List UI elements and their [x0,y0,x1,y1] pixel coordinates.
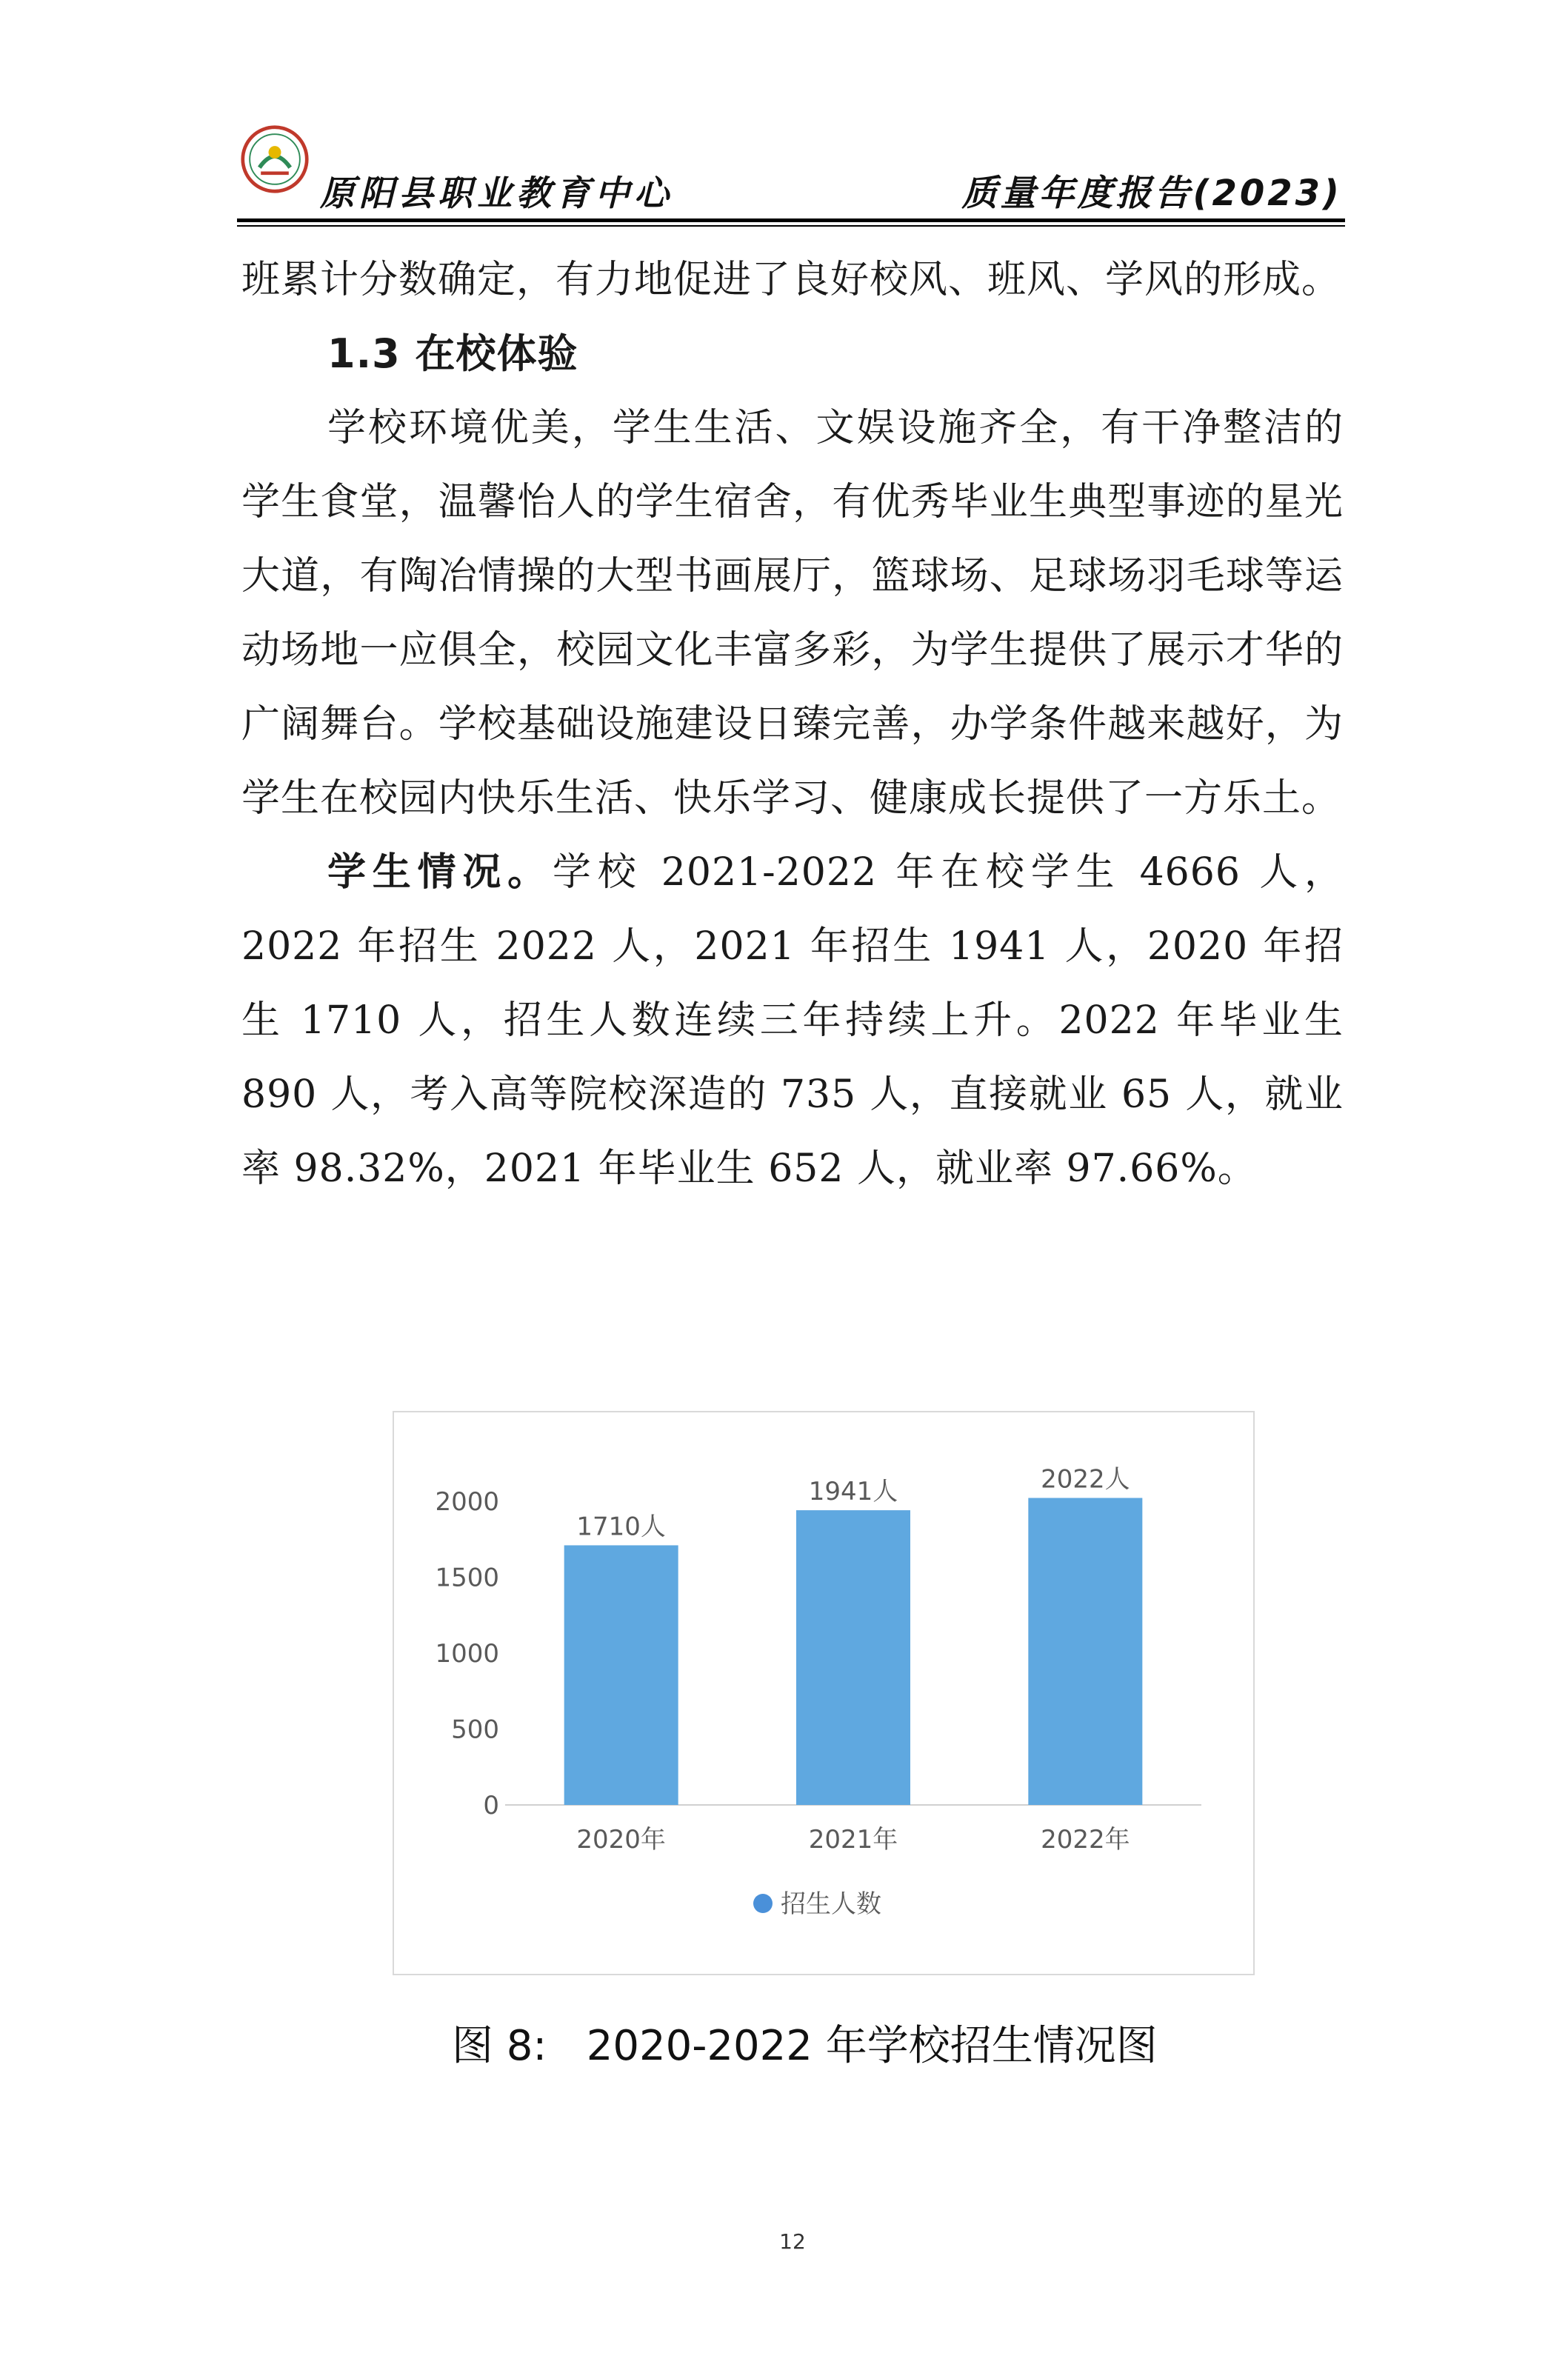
paragraph-students [241,835,1344,1206]
school-name: 原阳县职业教育中心 [320,173,673,214]
report-title: 质量年度报告(2023) [961,173,1342,214]
bar-data-label: 2022人 [1041,1464,1130,1495]
y-tick-label: 1000 [435,1639,499,1669]
bar [796,1510,910,1805]
legend-label: 招生人数 [781,1889,881,1919]
y-tick-label: 1500 [435,1563,499,1593]
body-text [241,243,1344,1206]
enrollment-chart [393,1411,1255,1975]
paragraph-continued: 班累计分数确定，有力地促进了良好校风、班风、学风的形成。 [241,258,1341,302]
figure-caption: 图 8: 2020-2022 年学校招生情况图 [452,2022,1158,2070]
y-tick-label: 2000 [435,1487,499,1517]
school-logo-icon [240,124,310,194]
page-header [237,117,1345,221]
section-heading: 1.3 在校体验 [327,330,578,377]
enrollment-chart-svg [394,1412,1253,1974]
bar [564,1545,678,1805]
x-tick-label: 2021年 [808,1825,898,1855]
students-text: 学校 2021-2022 年在校学生 4666 人，2022 年招生 2022 人，2021 年招生 1941 人，2020 年招生 1710 人，招生人数连续三年持续上升。2022 年毕业生 890 人，考入高等院校深造的 735 人，直接就业 65 人，就业率 98.32%，2021 年毕业生 652 人，就业率 97.66%。 [241,850,1344,1191]
y-axis [435,1487,499,1820]
x-tick-label: 2022年 [1041,1825,1130,1855]
y-tick-label: 0 [483,1791,499,1820]
paragraph-environment: 学校环境优美，学生生活、文娱设施齐全，有干净整洁的学生食堂，温馨怡人的学生宿舍，有优秀毕业生典型事迹的星光大道，有陶冶情操的大型书画展厅，篮球场、足球场羽毛球等运动场地一应俱全，校园文化丰富多彩，为学生提供了展示才华的广阔舞台。学校基础设施建设日臻完善，办学条件越来越好，为学生在校园内快乐生活、快乐学习、健康成长提供了一方乐土。 [241,406,1344,821]
x-tick-label: 2020年 [576,1825,666,1855]
bar [1028,1498,1142,1805]
legend-marker-icon [753,1894,773,1913]
bar-group [564,1464,1143,1855]
header-rule-thin [237,225,1345,227]
header-rule-thick [237,218,1345,222]
students-lead: 学生情况。 [327,850,553,895]
chart-legend [753,1889,881,1919]
bar-data-label: 1710人 [576,1512,666,1542]
y-tick-label: 500 [451,1715,499,1745]
page-number: 12 [779,2229,806,2254]
bar-data-label: 1941人 [808,1477,898,1507]
